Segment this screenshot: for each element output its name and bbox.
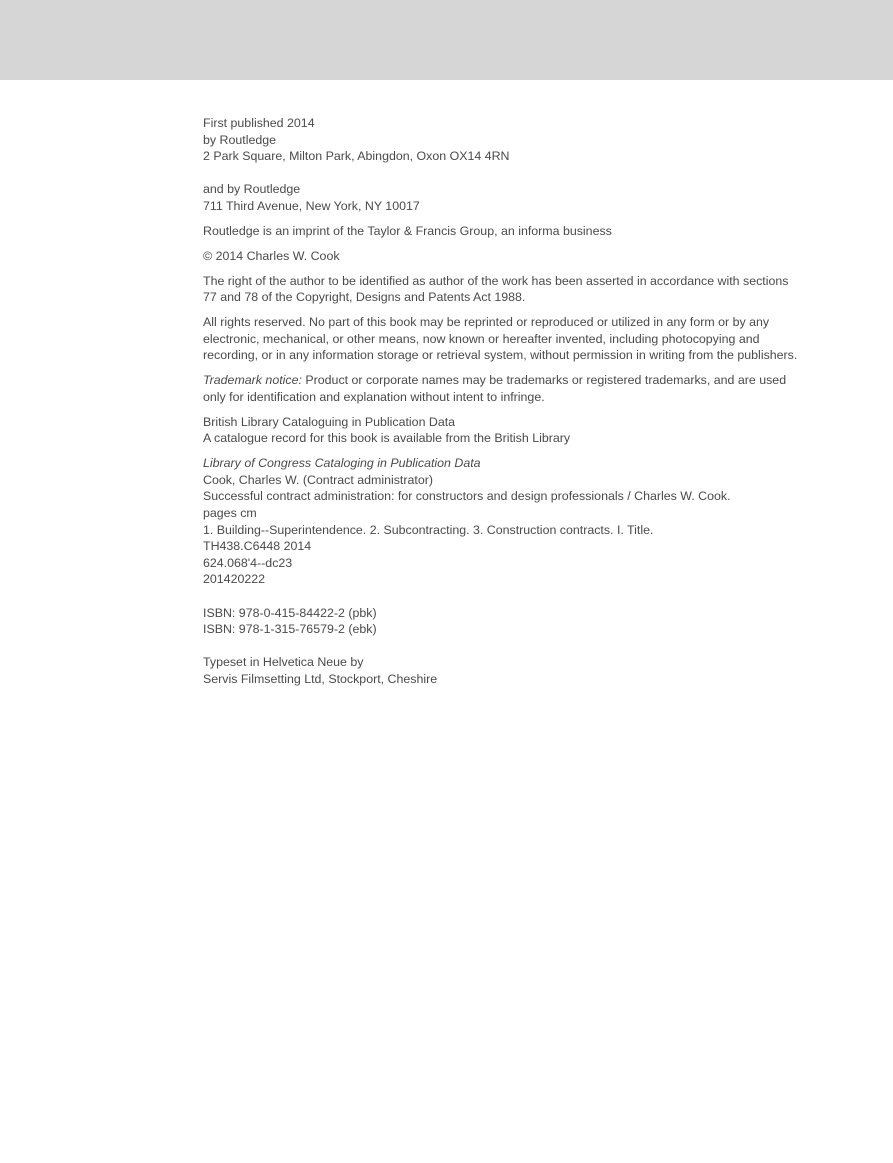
first-published: First published 2014 bbox=[203, 116, 315, 130]
publisher-address: 2 Park Square, Milton Park, Abingdon, Oxon OX14 4RN bbox=[203, 149, 510, 164]
author-rights-text: The right of the author to be identified as author of the work has been asserted in accordance with sections 77 and 78 of the Copyright, Designs and Patents Act 1988. bbox=[203, 273, 789, 305]
loc-subjects: 1. Building--Superintendence. 2. Subcontracting. 3. Construction contracts. I. Title. bbox=[203, 522, 654, 537]
british-library-data bbox=[203, 414, 803, 447]
british-library-heading: British Library Cataloguing in Publication Data bbox=[203, 414, 456, 429]
us-publisher-address: 711 Third Avenue, New York, NY 10017 bbox=[203, 198, 420, 213]
loc-title: Successful contract administration: for constructors and design professionals / Charles W. Cook. bbox=[203, 489, 731, 504]
typeset-font: Typeset in Helvetica Neue by bbox=[203, 655, 364, 670]
publisher-name: by Routledge bbox=[203, 132, 277, 147]
trademark-text: Product or corporate names may be trademarks or registered trademarks, and are used only for identification and explanation without intent to infringe. bbox=[203, 373, 787, 404]
us-publisher-name: and by Routledge bbox=[203, 182, 301, 197]
imprint-text: Routledge is an imprint of the Taylor & Francis Group, an informa business bbox=[203, 223, 612, 238]
us-publisher-info bbox=[203, 181, 803, 214]
loc-record-number: 201420222 bbox=[203, 572, 266, 587]
copyright-text: © 2014 Charles W. Cook bbox=[203, 248, 340, 263]
rights-reserved-statement bbox=[203, 314, 803, 364]
copyright-statement bbox=[203, 248, 803, 265]
loc-pages: pages cm bbox=[203, 505, 257, 520]
loc-dewey: 624.068'4--dc23 bbox=[203, 555, 293, 570]
publication-info bbox=[203, 115, 803, 165]
library-of-congress-data bbox=[203, 455, 803, 588]
rights-reserved-text: All rights reserved. No part of this book may be reprinted or reproduced or utilized in any form or by any electronic, mechanical, or other means, now known or hereafter invented, including photocopying and recording, or in any information storage or retrieval system, without permission in writing from the publishers. bbox=[203, 315, 798, 363]
british-library-record: A catalogue record for this book is available from the British Library bbox=[203, 431, 571, 446]
typeset-info bbox=[203, 654, 803, 687]
typesetter: Servis Filmsetting Ltd, Stockport, Cheshire bbox=[203, 671, 438, 686]
isbn-ebk: ISBN: 978-1-315-76579-2 (ebk) bbox=[203, 622, 377, 637]
author-rights-statement bbox=[203, 273, 803, 306]
trademark-notice bbox=[203, 372, 803, 405]
trademark-label: Trademark notice: bbox=[203, 373, 302, 388]
copyright-page bbox=[203, 115, 803, 696]
isbn-pbk: ISBN: 978-0-415-84422-2 (pbk) bbox=[203, 605, 377, 620]
isbn-list bbox=[203, 605, 803, 638]
loc-heading: Library of Congress Cataloging in Publication Data bbox=[203, 456, 481, 471]
loc-author: Cook, Charles W. (Contract administrator) bbox=[203, 472, 433, 487]
imprint-statement bbox=[203, 223, 803, 240]
top-gray-band bbox=[0, 0, 893, 80]
loc-classification: TH438.C6448 2014 bbox=[203, 539, 312, 554]
